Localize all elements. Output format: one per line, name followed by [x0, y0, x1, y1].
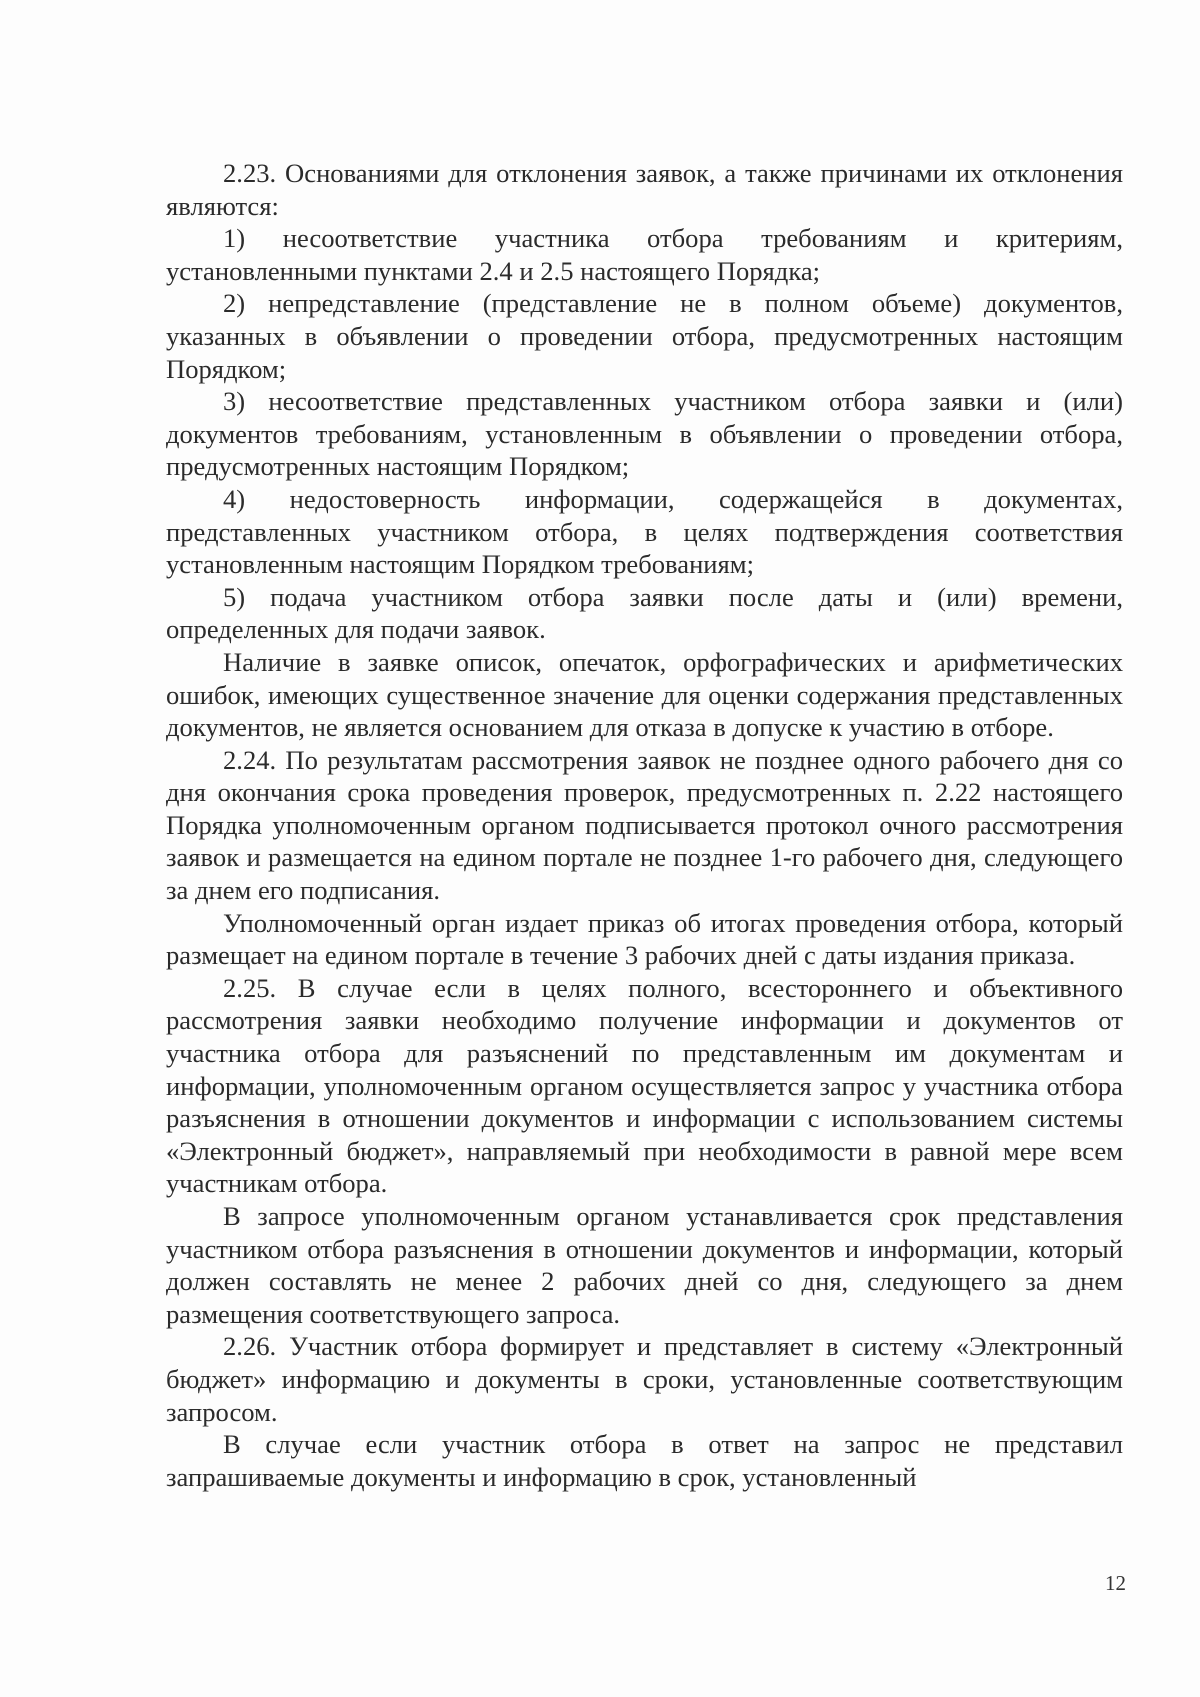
document-body [166, 157, 1123, 1493]
paragraph-errors-note: Наличие в заявке описок, опечаток, орфографических и арифметических ошибок, имеющих существенное значение для оценки содержания представленных документов, не является основанием для отказа в допуске к участию в отборе. [166, 646, 1123, 743]
page-number: 12 [1105, 1571, 1126, 1595]
list-item-2: 2) непредставление (представление не в полном объеме) документов, указанных в объявлении о проведении отбора, предусмотренных настоящим Порядком; [166, 288, 1123, 384]
paragraph-2-24: 2.24. По результатам рассмотрения заявок не позднее одного рабочего дня со дня окончания срока проведения проверок, предусмотренных п. 2.22 настоящего Порядка уполномоченным органом подписывается протокол очного рассмотрения заявок и размещается на едином портале не позднее 1-го рабочего дня, следующего за днем его подписания. [166, 744, 1123, 906]
paragraph-no-response: В случае если участник отбора в ответ на запрос не представил запрашиваемые документы и информацию в срок, установленный [166, 1429, 1123, 1492]
paragraph-request-deadline: В запросе уполномоченным органом устанавливается срок представления участником отбора разъяснения в отношении документов и информации, который должен составлять не менее 2 рабочих дней со дня, следующего за днем размещения соответствующего запроса. [166, 1201, 1123, 1329]
list-item-4: 4) недостоверность информации, содержащейся в документах, представленных участником отбора, в целях подтверждения соответствия установленным настоящим Порядком требованиям; [166, 483, 1123, 580]
paragraph-2-23: 2.23. Основаниями для отклонения заявок, а также причинами их отклонения являются: [166, 158, 1123, 221]
list-item-3: 3) несоответствие представленных участником отбора заявки и (или) документов требованиям, установленным в объявлении о проведении отбора, предусмотренных настоящим Порядком; [166, 386, 1123, 482]
paragraph-order-results: Уполномоченный орган издает приказ об итогах проведения отбора, который размещает на едином портале в течение 3 рабочих дней с даты издания приказа. [166, 907, 1123, 971]
paragraph-2-26: 2.26. Участник отбора формирует и представляет в систему «Электронный бюджет» информацию и документы в сроки, установленные соответствующим запросом. [166, 1331, 1123, 1427]
list-item-1: 1) несоответствие участника отбора требованиям и критериям, установленными пунктами 2.4 и 2.5 настоящего Порядка; [166, 223, 1123, 286]
list-item-5: 5) подача участником отбора заявки после даты и (или) времени, определенных для подачи заявок. [166, 581, 1123, 645]
paragraph-2-25: 2.25. В случае если в целях полного, всестороннего и объективного рассмотрения заявки необходимо получение информации и документов от участника отбора для разъяснений по представленным им документам и информации, уполномоченным органом осуществляется запрос у участника отбора разъяснения в отношении документов и информации с использованием системы «Электронный бюджет», направляемый при необходимости в равной мере всем участникам отбора. [166, 972, 1123, 1199]
